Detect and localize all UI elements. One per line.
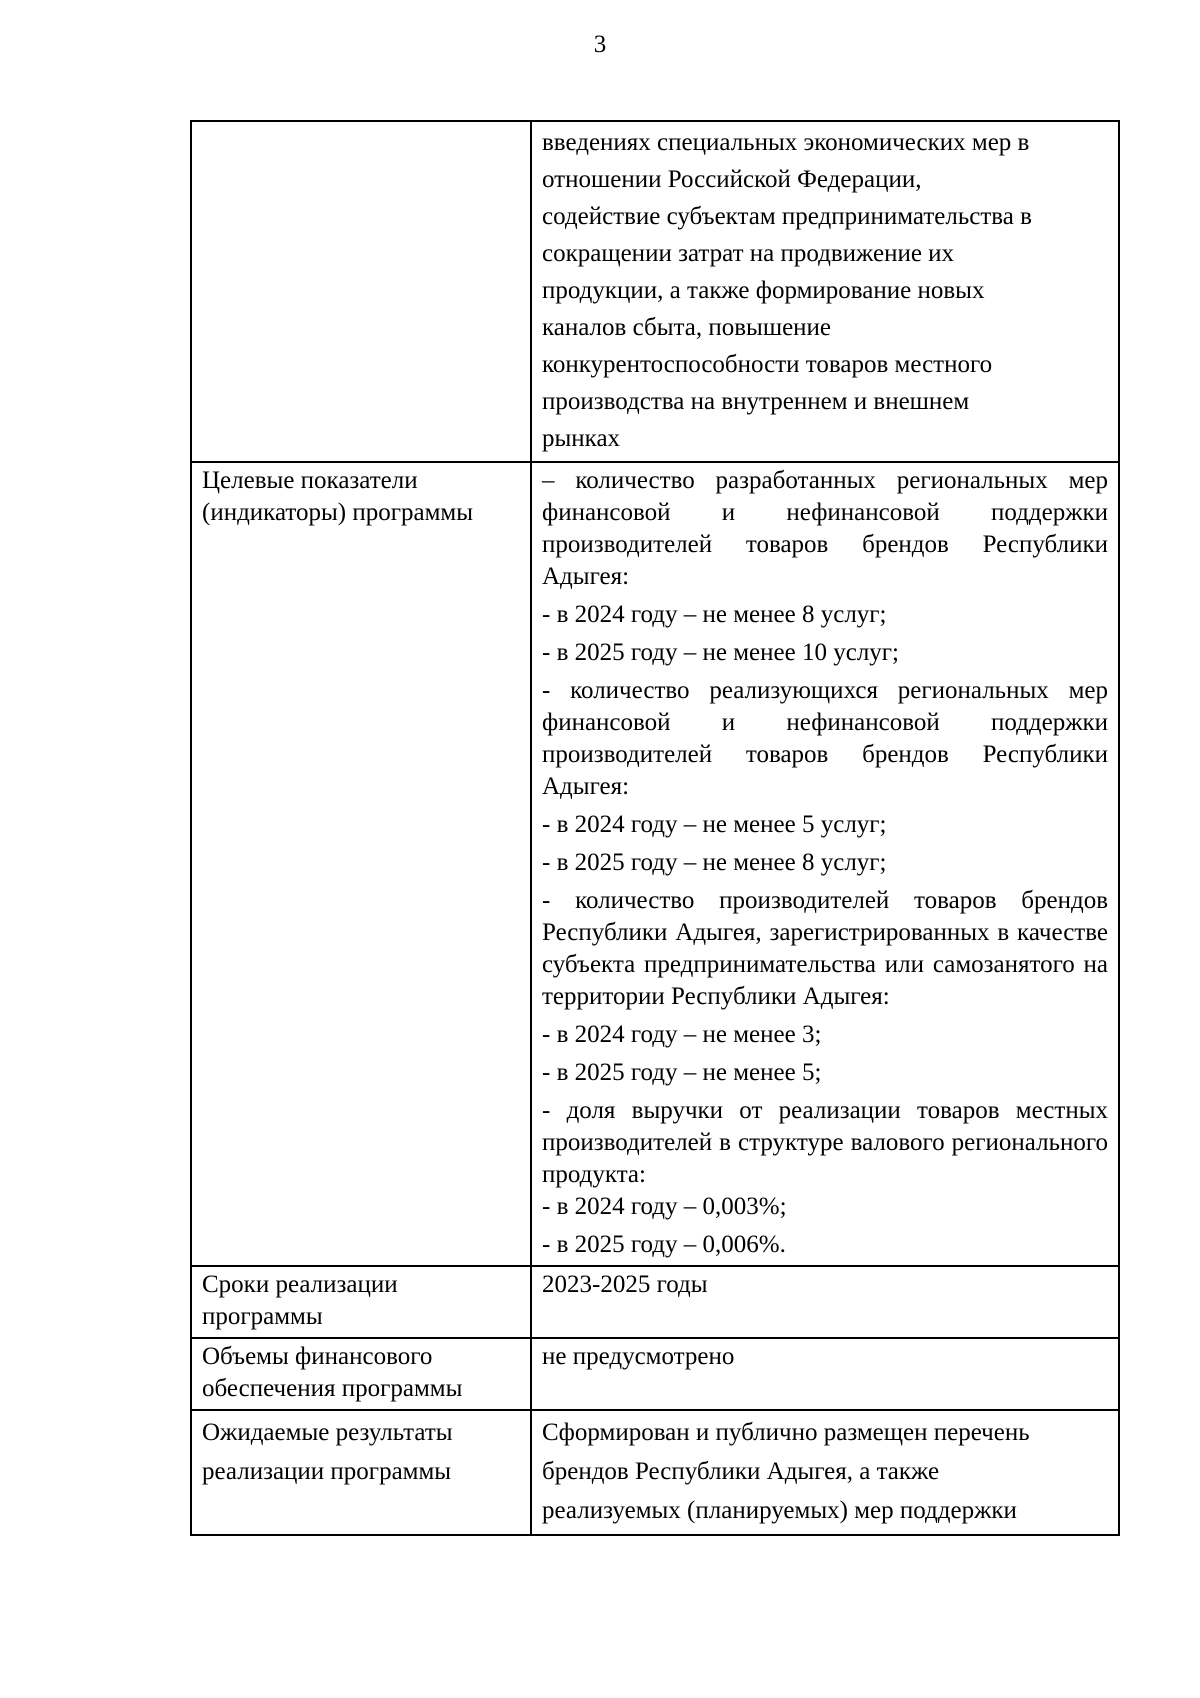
table-row-funding (191, 1338, 1119, 1410)
page-number: 3 (593, 31, 607, 58)
indicator-3-2024: - в 2024 году – не менее 3; (542, 1021, 822, 1048)
indicators-value-cell (531, 462, 1119, 1266)
indicator-2-2024: - в 2024 году – не менее 5 услуг; (542, 811, 887, 838)
text-line: производства на внутреннем и внешнем (542, 388, 970, 415)
indicator-2-2025: - в 2025 году – не менее 8 услуг; (542, 849, 887, 876)
indicator-3-2025: - в 2025 году – не менее 5; (542, 1059, 822, 1086)
label-cell-empty (191, 121, 531, 462)
row-label-line: Целевые показатели (202, 467, 418, 494)
results-value-cell (531, 1410, 1119, 1535)
text-line: рынках (542, 425, 621, 452)
results-label-cell (191, 1410, 531, 1535)
row-label-line: Объемы финансового (202, 1343, 433, 1370)
text-line: конкурентоспособности товаров местного (542, 351, 993, 378)
timeline-value-cell (531, 1266, 1119, 1338)
table-row-timeline (191, 1266, 1119, 1338)
table-row-indicators (191, 462, 1119, 1266)
indicator-4-2024: - в 2024 году – 0,003%; (542, 1193, 787, 1220)
indicators-label-cell (191, 462, 531, 1266)
indicator-1-2025: - в 2025 году – не менее 10 услуг; (542, 639, 899, 666)
table-row-goals-continued (191, 121, 1119, 462)
indicator-1-2024: - в 2024 году – не менее 8 услуг; (542, 601, 887, 628)
row-label-line: Ожидаемые результаты (202, 1419, 453, 1446)
row-label-line: Сроки реализации (202, 1271, 398, 1298)
goals-continued-cell (531, 121, 1119, 462)
text-line: Сформирован и публично размещен перечень (542, 1419, 1030, 1446)
program-passport-table (190, 120, 1120, 1536)
text-line: введениях специальных экономических мер в (542, 129, 1030, 156)
indicator-4-2025: - в 2025 году – 0,006%. (542, 1231, 786, 1258)
text-line: сокращении затрат на продвижение их (542, 240, 955, 267)
timeline-value: 2023-2025 годы (542, 1271, 708, 1298)
row-label-line: программы (202, 1303, 323, 1330)
row-label-line: (индикаторы) программы (202, 499, 474, 526)
row-label-line: обеспечения программы (202, 1375, 463, 1402)
text-line: реализуемых (планируемых) мер поддержки (542, 1497, 1017, 1524)
indicator-1-text: – количество разработанных региональных мер финансовой и нефинансовой поддержки производителей товаров брендов Республики Адыгея: (542, 467, 1108, 590)
text-line: содействие субъектам предпринимательства в (542, 203, 1032, 230)
indicator-2-text: - количество реализующихся региональных мер финансовой и нефинансовой поддержки производителей товаров брендов Республики Адыгея: (542, 677, 1108, 800)
timeline-label-cell (191, 1266, 531, 1338)
funding-value: не предусмотрено (542, 1343, 735, 1370)
text-line: продукции, а также формирование новых (542, 277, 985, 304)
indicator-3-text: - количество производителей товаров брендов Республики Адыгея, зарегистрированных в качестве субъекта предпринимательства или самозанятого на территории Республики Адыгея: (542, 887, 1108, 1010)
indicator-4-text: - доля выручки от реализации товаров местных производителей в структуре валового регионального продукта: (542, 1097, 1108, 1188)
funding-label-cell (191, 1338, 531, 1410)
text-line: брендов Республики Адыгея, а также (542, 1458, 940, 1485)
text-line: отношении Российской Федерации, (542, 166, 922, 193)
text-line: каналов сбыта, повышение (542, 314, 832, 341)
row-label-line: реализации программы (202, 1458, 452, 1485)
funding-value-cell (531, 1338, 1119, 1410)
table-row-expected-results (191, 1410, 1119, 1535)
